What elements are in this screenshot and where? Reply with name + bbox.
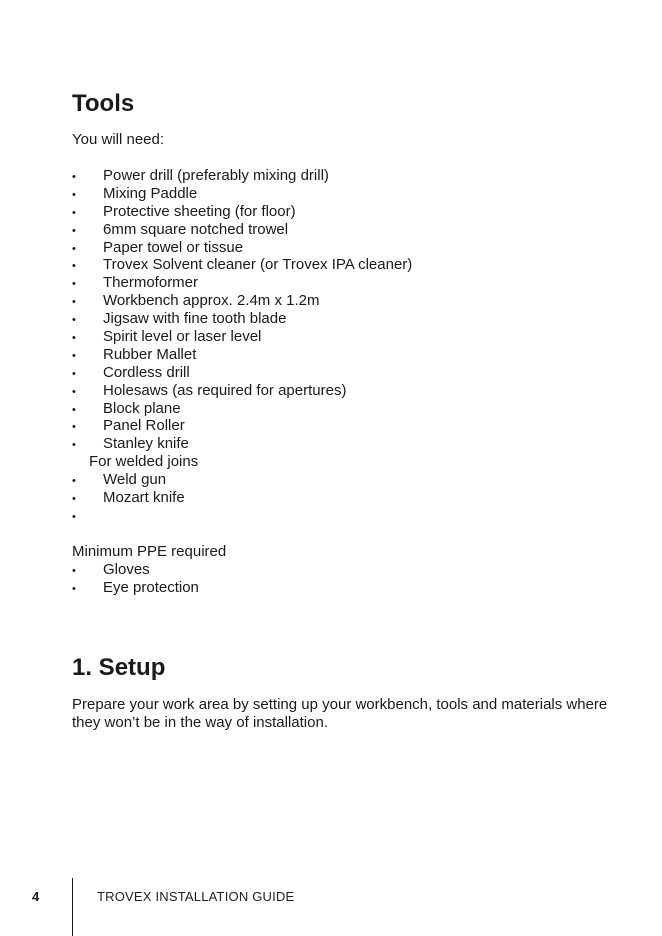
bullet-icon: • xyxy=(72,493,76,506)
list-item-label: Trovex Solvent cleaner (or Trovex IPA cleaner) xyxy=(103,256,413,274)
page-number: 4 xyxy=(32,889,40,904)
list-item xyxy=(72,382,412,400)
list-item-label: Paper towel or tissue xyxy=(103,238,244,256)
list-item-label: Panel Roller xyxy=(103,417,185,435)
list-item xyxy=(72,185,412,203)
bullet-icon: • xyxy=(72,367,76,380)
ppe-title: Minimum PPE required xyxy=(72,543,227,560)
bullet-icon: • xyxy=(72,349,76,362)
list-item-label: Mixing Paddle xyxy=(103,184,198,202)
welded-joins-subheading: For welded joins xyxy=(89,453,199,471)
list-item xyxy=(72,561,199,579)
bullet-icon: • xyxy=(72,475,76,488)
list-item-label: Block plane xyxy=(103,399,181,417)
list-item-label: Gloves xyxy=(103,561,150,578)
tools-intro: You will need: xyxy=(72,131,165,148)
bullet-icon: • xyxy=(72,206,76,219)
bullet-icon: • xyxy=(72,510,76,523)
list-item xyxy=(72,310,412,328)
list-item xyxy=(72,507,412,525)
list-item-label: Holesaws (as required for apertures) xyxy=(103,381,347,399)
list-item-label: Protective sheeting (for floor) xyxy=(103,202,296,220)
tool-list xyxy=(72,167,412,525)
bullet-icon: • xyxy=(72,421,76,434)
bullet-icon: • xyxy=(72,296,76,309)
list-item-label: Mozart knife xyxy=(103,489,185,507)
list-item xyxy=(72,239,412,257)
bullet-icon: • xyxy=(72,260,76,273)
setup-heading: 1. Setup xyxy=(72,654,166,681)
footer-title: TROVEX INSTALLATION GUIDE xyxy=(97,889,295,904)
list-item-label: Power drill (preferably mixing drill) xyxy=(103,167,329,184)
bullet-icon: • xyxy=(72,439,76,452)
list-item-label: Spirit level or laser level xyxy=(103,328,262,346)
list-item xyxy=(72,274,412,292)
list-item-label: 6mm square notched trowel xyxy=(103,220,289,238)
bullet-icon: • xyxy=(72,242,76,255)
list-item xyxy=(72,346,412,364)
bullet-icon: • xyxy=(72,565,76,577)
list-item-label: Thermoformer xyxy=(103,274,199,292)
bullet-icon: • xyxy=(72,582,76,595)
list-item xyxy=(72,471,412,489)
bullet-icon: • xyxy=(72,188,76,201)
bullet-icon: • xyxy=(72,332,76,345)
bullet-icon: • xyxy=(72,224,76,237)
list-item-label: Cordless drill xyxy=(103,363,190,381)
list-item-label: Eye protection xyxy=(103,578,199,596)
list-item xyxy=(72,256,412,274)
list-item-label: Workbench approx. 2.4m x 1.2m xyxy=(103,292,320,310)
list-item-label: Weld gun xyxy=(103,471,167,489)
list-item xyxy=(72,167,412,185)
footer-divider xyxy=(72,878,73,936)
list-item-label: Stanley knife xyxy=(103,435,189,453)
list-item xyxy=(72,364,412,382)
bullet-icon: • xyxy=(72,385,76,398)
ppe-list xyxy=(72,561,199,597)
list-item xyxy=(72,435,412,453)
list-item-label: Jigsaw with fine tooth blade xyxy=(103,310,287,328)
list-item-label: Rubber Mallet xyxy=(103,345,197,363)
bullet-icon: • xyxy=(72,171,76,183)
bullet-icon: • xyxy=(72,403,76,416)
bullet-icon: • xyxy=(72,278,76,291)
list-item xyxy=(72,221,412,239)
setup-paragraph: Prepare your work area by setting up your workbench, tools and materials where they won’t be in the way of installation. xyxy=(72,696,608,731)
list-item xyxy=(72,203,412,221)
list-item xyxy=(72,417,412,435)
list-item xyxy=(72,579,199,597)
list-item xyxy=(72,328,412,346)
bullet-icon: • xyxy=(72,314,76,327)
list-item xyxy=(72,292,412,310)
tools-heading: Tools xyxy=(72,90,135,117)
list-item xyxy=(72,400,412,418)
list-item xyxy=(72,489,412,507)
